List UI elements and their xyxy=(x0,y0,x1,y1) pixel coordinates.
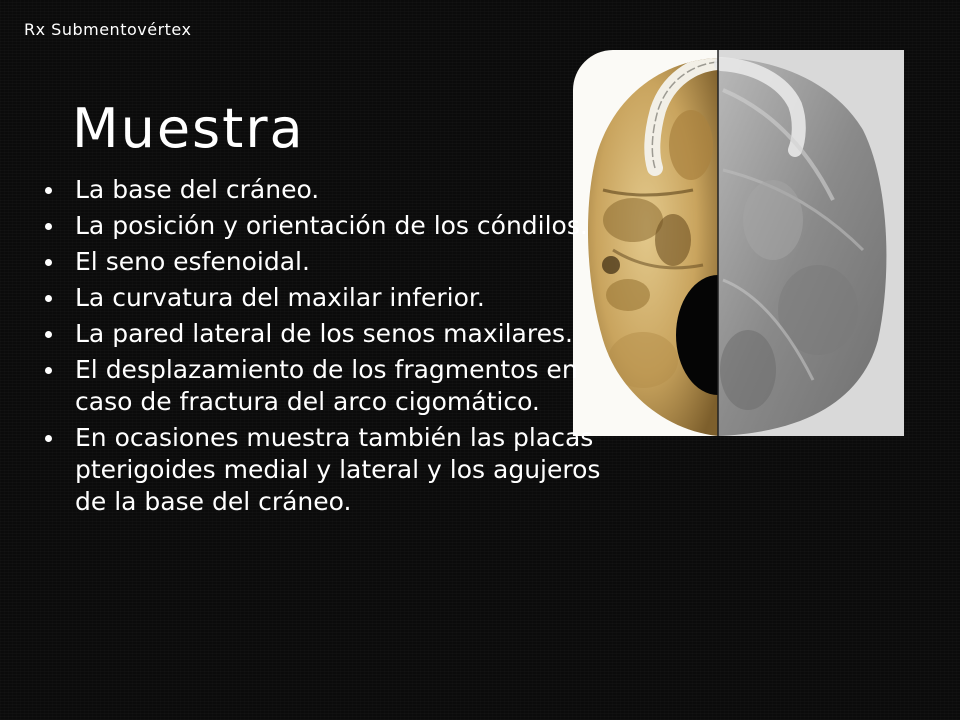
bullet-item: La curvatura del maxilar inferior. xyxy=(44,282,634,314)
bullet-item: El seno esfenoidal. xyxy=(44,246,634,278)
bullet-item: La base del cráneo. xyxy=(44,174,634,206)
skull-xray-half xyxy=(718,50,904,436)
slide-header-label: Rx Submentovértex xyxy=(24,20,192,39)
bullet-item: La pared lateral de los senos maxilares. xyxy=(44,318,634,350)
bullet-list xyxy=(44,174,634,522)
bullet-item: La posición y orientación de los cóndilos. xyxy=(44,210,634,242)
bullet-item: El desplazamiento de los fragmentos en caso de fractura del arco cigomático. xyxy=(44,354,634,418)
bullet-item: En ocasiones muestra también las placas pterigoides medial y lateral y los agujeros de la base del cráneo. xyxy=(44,422,634,518)
slide-title: Muestra xyxy=(72,97,305,160)
